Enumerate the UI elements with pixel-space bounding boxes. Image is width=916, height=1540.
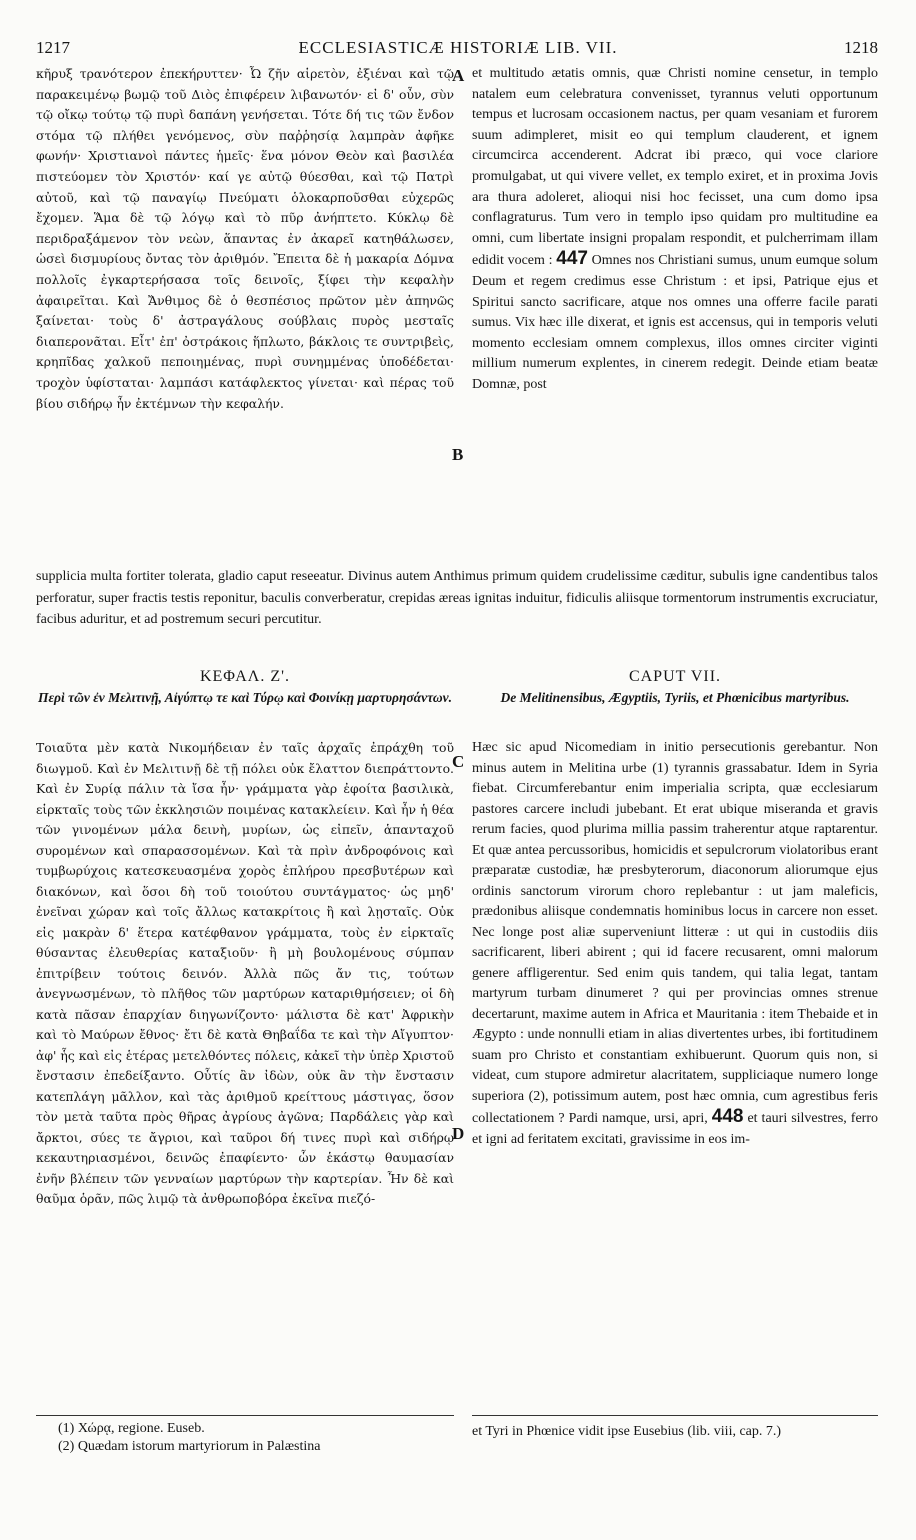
greek-text-top: κῆρυξ τρανότερον ἐπεκήρυττεν· Ὦ ζῆν αἱρετὸν, ἐξιέναι καὶ τῷ παρακειμένῳ βωμῷ τοῦ Διὸς ἐπιφέρειν λιβανωτόν· εἰ δ' οὖν, σὺν τῷ οἴκῳ τούτῳ τῷ πυρὶ δαπάνη γενήσεται. Τότε δή τις τῶν ἔνδον στόμα τῷ πλήθει γενόμενος, σὺν παῤῥησίᾳ λαμπρὰν ἀφῆκε φωνήν· Χριστιανοὶ πάντες ἡμεῖς· ἕνα μόνον Θεὸν καὶ βασιλέα πιστεύομεν τὸν Χριστόν· καί γε αὐτῷ θύεσθαι, καὶ τῷ Πατρὶ αὐτοῦ, καὶ τῷ παναγίῳ Πνεύματι ὁλοκαρποῦσθαι εὐχερῶς ἔχομεν. Ἅμα δὲ τῷ λόγῳ καὶ τὸ πῦρ ἀνήπτετο. Κύκλῳ δὲ περιδραξάμενον τὸν νεὼν, ἅπαντας ἐν ἀκαρεῖ κατηθάλωσεν, ὡσεὶ δισμυρίους ὄντας τὸν ἀριθμόν. Ἔπειτα δὲ ἡ μακαρία Δόμνα πολλοῖς ἐγκαρτερήσασα τοῖς δεινοῖς, ξίφει τὴν κεφαλὴν ἀφαιρεῖται. Καὶ Ἄνθιμος δὲ ὁ θεσπέσιος πρῶτον μὲν ἀπηνῶς ξαίνεται· τοὺς δ' ἀστραγάλους σούβλαις πυρὸς μεσταῖς διαπερονᾶται. Εἶτ' ἐπ' ὀστράκοις ἥπλωτο, βάκλοις τε συντριβεὶς, κρηπῖδας χαλκοῦ πεποιημένας, πυρὶ συνημμένας ὑποδέδεται· τροχὸν ὑφίσταται· λαμπάσι κατάφλεκτος γίνεται· καὶ πέρας τοῦ βίου σιδήρῳ ἦν ἐκτέμνων τὴν κεφαλήν. — [36, 66, 454, 411]
chapter-label-latin: CAPUT VII. — [628, 668, 722, 685]
latin-text-bottom-part-b: et tauri silvestres, ferro et igni ad feritatem excitati, gravissime in eos im- — [472, 1111, 879, 1147]
margin-marker-d: D — [452, 1124, 465, 1143]
page-number-left: 1217 — [36, 38, 70, 57]
latin-text-bottom-part-a: Hæc sic apud Nicomediam in initio persecutionis gerebantur. Non minus autem in Melitina urbe (1) tyrannis grassabatur. Idem in Syria fiebat. Circumferebantur enim imperialia scripta, quæ ecclesiarum pastores carcere includi jubebant. Et erat ubique miseranda et gravis rerum facies, quod plurima millia passim traherentur atque raptarentur. Et quæ antea percussoribus, homicidis et sepulcrorum violatoribus erant præparatæ custodiæ, hæ presbyterorum, diaconorum aliorumque ejus ordinis sanctorum virorum choro replebantur : ut jam maleficis, prædonibus aliisque condemnatis hominibus locus in carcere non esset. Nec longe post aliæ superveniunt litteræ : ut qui in custodiis diis sacrificarent, liberi abirent ; qui id facere recusarent, omni malorum genere affligerentur. Sed enim quis tandem, qui talia legat, tantam martyrum turbam dinumeret ? qui per provincias omnes strenue decertarunt, maxime autem in Africa et Mauritania : item Thebaide et in Ægypto : unde nonnulli etiam in alias divertentes urbes, ibi fortitudinem suam pro Christo et constantiam exhibuerunt. Quorum quis non, si videat, cum stupore admiretur alacritatem, suppliciaque numero longe superiora (2), potissimum autem, post hæc omnia, cum agrestibus feris collectationem ? Pardi namque, ursi, apri, — [472, 740, 878, 1126]
column-number-448: 448 — [711, 1106, 744, 1127]
footnote-1: (1) Χώρᾳ, regione. Euseb. — [58, 1421, 205, 1436]
chapter-label-greek: ΚΕΦΑΛ. Ζ'. — [199, 668, 291, 685]
page-number-right: 1218 — [844, 38, 878, 57]
latin-text-top-part-a: et multitudo ætatis omnis, quæ Christi nomine censetur, in templo natalem eum celebratura convenisset, tyrannus veluti opportunum tempus et lucrosam occasionem nactus, per quam vesaniam et furorem suum adimpleret, misit eo qui templum clauderent, et ignem circumcirca accenderent. Adcrat ibi præco, qui voce clariore promulgabat, ut qui vivere vellet, ex templo exiret, et in proxima Jovis ara thura adoleret, alioqui nisi hoc fecisset, una cum domo ipsa conflagraturus. Tum vero in templo ipso quidam pro multitudine ea omni, cum libertate insigni propalam respondit, et pulcherrimam illam edidit vocem : — [472, 66, 878, 269]
chapter-heading-greek — [36, 668, 454, 706]
footnote-rule-left — [36, 1415, 454, 1416]
column-number-447: 447 — [556, 248, 588, 270]
chapter-title-greek: Περὶ τῶν ἐν Μελιτινῇ, Αἰγύπτῳ τε καὶ Τύρῳ καὶ Φοινίκῃ μαρτυρησάντων. — [37, 690, 453, 705]
chapter-title-latin: De Melitinensibus, Ægyptiis, Tyriis, et Phœnicibus martyribus. — [500, 690, 850, 705]
footnote-continuation: et Tyri in Phœnice vidit ipse Eusebius (lib. viii, cap. 7.) — [472, 1424, 782, 1439]
margin-marker-a: A — [452, 66, 465, 85]
chapter-heading-latin — [472, 668, 878, 706]
margin-marker-b: B — [452, 445, 464, 464]
latin-text-top — [472, 64, 878, 396]
latin-text-full-width: supplicia multa fortiter tolerata, gladio caput reseeatur. Divinus autem Anthimus primum quidem crudelissime cæditur, subulis igne candentibus talos perforatur, super fractis testis reponitur, baculis converberatur, crepidas æreas ignitas induitur, fidiculis aliisque tormentorum instrumentis excruciatur, facibus aduritur, et ad postremum securi percutitur. — [36, 569, 878, 627]
margin-marker-c: C — [452, 752, 465, 771]
latin-text-top-part-b: Omnes nos Christiani sumus, unum eumque solum Deum et regem credimus esse Christum : et ipsi, Patrique ejus et Spiritui sancto sacrificare, atque nos omnes una offerre facile parati sumus. Vix hæc ille dixerat, et ignis est accensus, qui in temporis veluti momento ecclesiam omnem complexus, illos omnes circiter viginti millium numerum explentes, in cinerem redegit. Deinde etiam beatæ Domnæ, post — [472, 253, 879, 392]
greek-text-bottom: Τοιαῦτα μὲν κατὰ Νικομήδειαν ἐν ταῖς ἀρχαῖς ἐπράχθη τοῦ διωγμοῦ. Καὶ ἐν Μελιτινῇ δὲ τῇ πόλει οὐκ ἔλαττον διεπράττοντο. Καὶ ἐν Συρίᾳ πάλιν τὰ ἴσα ἦν· γράμματα γὰρ ἐφοίτα βασιλικὰ, εἱρκταῖς τοὺς τῶν ἐκκλησιῶν ποιμένας κατακλείειν. Καὶ ἦν ἡ θέα τῶν γινομένων μάλα δεινὴ, μυρίων, ὡς εἰπεῖν, ἁπανταχοῦ συρομένων καὶ σπαρασσομένων. Καὶ τὰ πρὶν ἀνδροφόνοις καὶ τυμβωρύχοις κατεσκευασμένα χορὸς ἐπλήρου πρεσβυτέρων καὶ διακόνων, καὶ ὅσοι δὴ τοῦ τοιούτου συντάγματος· ὡς μηδ' ἐνεῖναι χώραν καὶ τοῖς ἄλλως κατακρίτοις ἢ καὶ λῃσταῖς. Οὐκ εἰς μακρὰν δ' ἕτερα κατέφθανον γράμματα, τοὺς ἐν εἱρκταῖς θύσαντας ἐλευθερίας καταξιοῦν· ἢ μὴ βουλομένους σύμπαν ἐπιτρίβειν τούτοις δεινόν. Ἀλλὰ πῶς ἄν τις, τούτων ἀνεγνωσμένων, τὸ πλῆθος τῶν μαρτύρων καταριθμήσειεν; οἱ δὴ κατὰ πᾶσαν ἐπαρχίαν διηγωνίζοντο· μάλιστα δὲ κατ' Ἀφρικὴν καὶ τὸ Μαύρων ἔθνος· ἔτι δὲ κατὰ Θηβαΐδα τε καὶ τὴν Αἴγυπτον· ἀφ' ἧς καὶ εἰς ἑτέρας μετελθόντες πόλεις, κἀκεῖ τὴν ὑπὲρ Χριστοῦ ἔνστασιν ἐπεδείξαντο. Οὗτίς ἂν ἰδὼν, οὐκ ἂν τὴν ἔνστασιν κατεπλάγη μᾶλλον, καὶ τὰς ἀριθμοῦ κρείττους μάστιγας, ὅσον τὸν μετὰ ταῦτα πρὸς θῆρας ἀγρίους ἀγῶνα; Παρδάλεις γὰρ καὶ ἄρκτοι, σύες τε ἄγριοι, καὶ ταῦροι δή τινες πυρὶ καὶ σιδήρῳ κεκαυτηριασμένοι, δεινῶς ἐπαφίεντο· ὧν ἑκάστῳ θαυμασίαν ἐνῆν βλέπειν τῶν γενναίων μαρτύρων τὴν καρτερίαν. Ἦν δὲ καὶ θαῦμα ὁρᾶν, πῶς λιμῷ τὰ ἀνθρωποβόρα ἐκεῖνα πιεζό- — [36, 740, 454, 1206]
running-title: ECCLESIASTICÆ HISTORIÆ LIB. VII. — [298, 38, 618, 57]
latin-text-bottom — [472, 738, 878, 1150]
footnote-rule-right — [472, 1415, 878, 1416]
footnote-2: (2) Quædam istorum martyriorum in Palæstina — [58, 1439, 321, 1454]
